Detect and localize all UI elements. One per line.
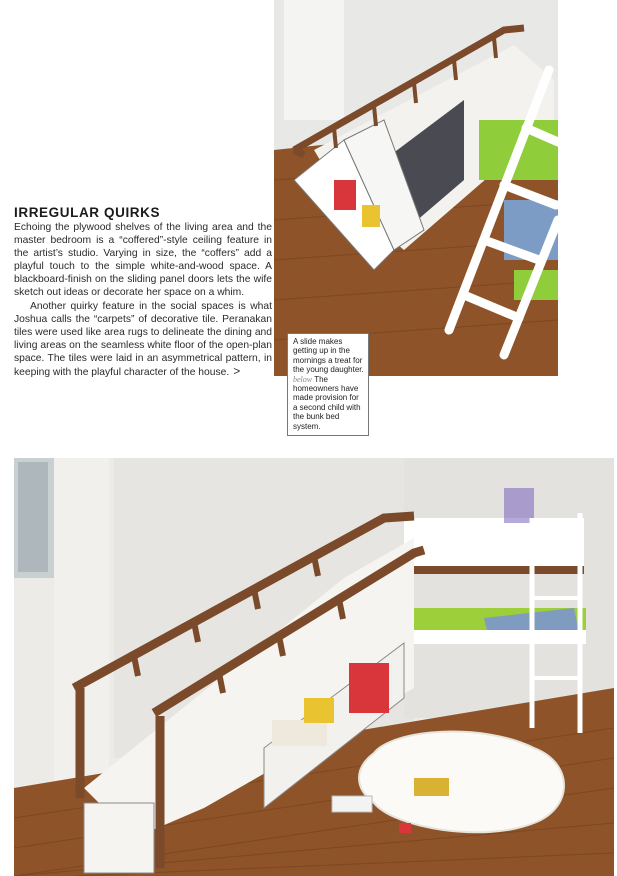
continue-arrow-icon: > — [233, 364, 241, 379]
caption-text-after: The homeowners have made provision for a second child with the bunk bed system. — [293, 374, 361, 431]
paragraph-1: Echoing the plywood shelves of the living area and the master bedroom is a “coffered”-style ceiling feature in the artist’s studio. Varying in size, the “coffers” add a playful touch to the simple white-and-wood space. A blackboard-finish on the sliding panel doors lets the wife sketch out ideas or decorate her space on a whim. — [14, 222, 272, 299]
paragraph-2 — [14, 300, 272, 380]
caption-direction: below — [293, 374, 313, 384]
slide-photo-bottom — [14, 458, 614, 876]
paragraph-2-text: Another quirky feature in the social spaces is what Joshua calls the “carpets” of decorative tile. Peranakan tiles were used like area rugs to delineate the dining and living areas on the seamless white floor of the open-plan space. The tiles were laid in an asymmetrical pattern, in keeping with the playful character of the house. — [14, 300, 272, 379]
slide-photo-top — [274, 0, 558, 376]
caption-text-before: A slide makes getting up in the mornings a treat for the young daughter. — [293, 337, 364, 375]
slide-photo-bottom-image — [14, 458, 614, 876]
section-heading: IRREGULAR QUIRKS — [14, 205, 161, 220]
slide-photo-top-image — [274, 0, 558, 376]
photo-caption — [287, 333, 369, 436]
article-body — [14, 221, 272, 379]
